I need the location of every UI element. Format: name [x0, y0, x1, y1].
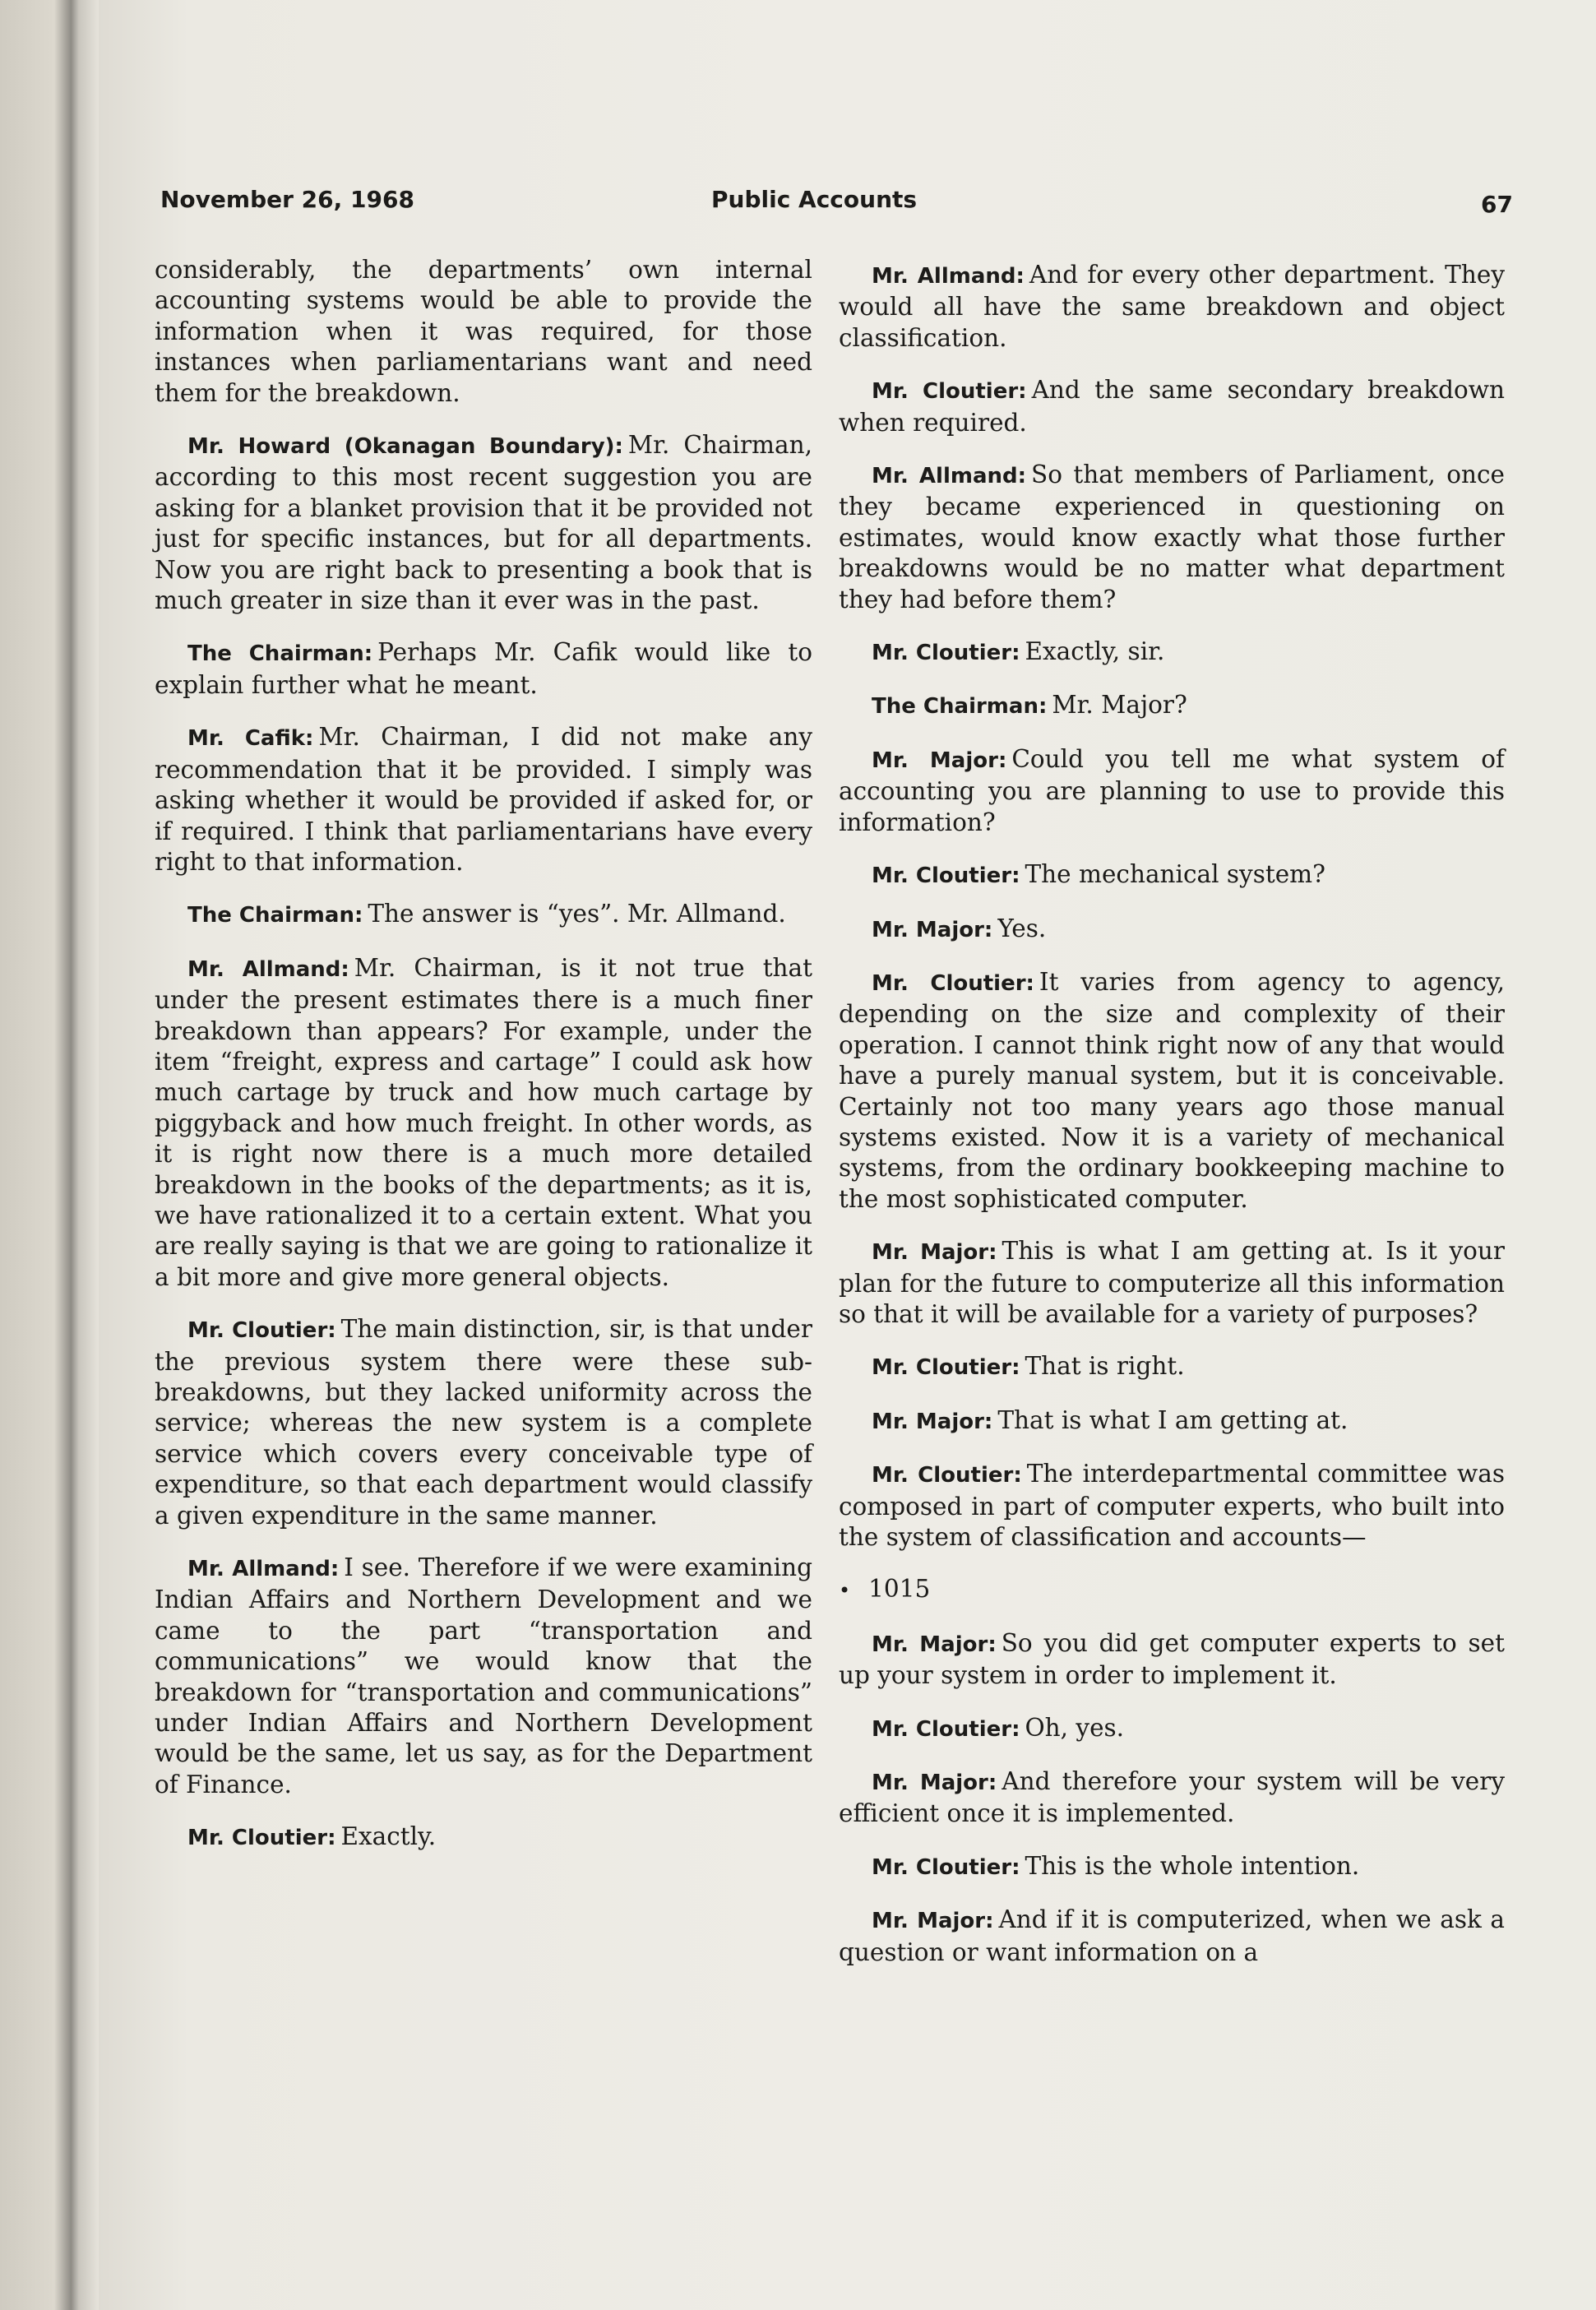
speech-paragraph: [155, 637, 812, 701]
speaker-name: Mr. Allmand:: [872, 464, 1027, 489]
speech-paragraph: [839, 637, 1505, 669]
speech-text: That is what I am getting at.: [997, 1405, 1349, 1434]
right-column: [839, 260, 1505, 1989]
speech-paragraph: [155, 899, 812, 931]
speaker-name: Mr. Cloutier:: [872, 641, 1020, 666]
speech-text: It varies from agency to agency, depending on the size and complexity of their operation. I cannot think right now of any that would have a purely manual system, but it is conceivable. Certainly not too many years ago those manual systems existed. Now it is a variety of mechanical systems, from the ordinary bookkeeping machine to the most sophisticated computer.: [839, 967, 1505, 1213]
speech-paragraph: [839, 859, 1505, 891]
speaker-name: Mr. Howard (Okanagan Boundary):: [187, 434, 623, 460]
speech-paragraph: [155, 430, 812, 616]
speech-text: And therefore your system will be very efficient once it is implemented.: [839, 1767, 1505, 1828]
speech-text: So that members of Parliament, once they became experienced in questioning on estimates, would know exactly what those further breakdowns would be no matter what department they had before them?: [839, 461, 1506, 613]
speech-text: The interdepartmental committee was composed in part of computer experts, who built into the system of classification and accounts—: [839, 1460, 1505, 1551]
speech-text: The main distinction, sir, is that under the previous system there were these sub-breakdowns, but they lacked uniformity across the service; whereas the new system is a complete service which covers every conceivable type of expenditure, so that each department would classify a given expenditure in the same manner.: [155, 1315, 812, 1530]
speech-paragraph: [839, 260, 1505, 354]
speaker-name: Mr. Major:: [872, 1632, 997, 1657]
speaker-name: Mr. Cloutier:: [872, 1854, 1020, 1880]
speech-text: So you did get computer experts to set up your system in order to implement it.: [839, 1628, 1505, 1690]
speech-paragraph: [155, 255, 812, 409]
speaker-name: Mr. Major:: [872, 1409, 993, 1434]
speech-paragraph: [839, 1459, 1505, 1553]
speech-text: And if it is computerized, when we ask a question or want information on a: [839, 1905, 1505, 1966]
speech-paragraph: [839, 1905, 1505, 1968]
speech-paragraph: [839, 914, 1505, 946]
speaker-name: Mr. Major:: [872, 748, 1007, 773]
speech-paragraph: [839, 375, 1505, 438]
speaker-name: Mr. Cloutier:: [872, 1463, 1022, 1488]
speech-paragraph: [839, 1405, 1505, 1437]
speech-text: Perhaps Mr. Cafik would like to explain further what he meant.: [155, 638, 812, 699]
speaker-name: Mr. Major:: [872, 1909, 994, 1934]
speech-paragraph: [839, 460, 1505, 615]
speaker-name: The Chairman:: [872, 694, 1048, 720]
speech-paragraph: [839, 1236, 1505, 1330]
speech-paragraph: [155, 1314, 812, 1531]
speech-paragraph: [155, 1553, 812, 1800]
page-number: 67: [1481, 191, 1513, 218]
speaker-name: Mr. Cafik:: [187, 726, 314, 752]
speech-text: The mechanical system?: [1025, 860, 1325, 889]
speaker-name: Mr. Cloutier:: [872, 379, 1027, 405]
speech-text: Oh, yes.: [1025, 1713, 1125, 1742]
left-column: [155, 255, 812, 1876]
speech-paragraph: [155, 1822, 812, 1854]
speech-text: And the same secondary breakdown when required.: [839, 376, 1505, 437]
speech-paragraph: [839, 967, 1505, 1215]
speaker-name: Mr. Cloutier:: [872, 863, 1020, 889]
speech-text: Mr. Major?: [1052, 691, 1187, 720]
speech-text: I see. Therefore if we were examining Indian Affairs and Northern Development and we came to the part “transportation and communications” we would know that the breakdown for “transportation and communications” under Indian Affairs and Northern Development would be the same, let us say, as for the Department of Finance.: [155, 1553, 812, 1798]
speaker-name: Mr. Allmand:: [872, 264, 1025, 289]
header-title: Public Accounts: [711, 186, 918, 213]
speech-text: Yes.: [997, 914, 1047, 942]
speech-paragraph: [155, 953, 812, 1293]
speech-text: considerably, the departments’ own internal accounting systems would be able to provide the information when it was required, for those instances when parliamentarians want and need them for the breakdown.: [155, 256, 812, 407]
book-spine-shadow: [0, 0, 99, 2310]
speech-text: Mr. Chairman, is it not true that under the present estimates there is a much finer breakdown than appears? For example, under the item “freight, express and cartage” I could ask how much cartage by truck and how much cartage by piggyback and how much freight. In other words, as it is right now there is a much more detailed breakdown in the books of the departments; as it is, we have rationalized it to a certain extent. What you are really saying is that we are going to rationalize it a bit more and give more general objects.: [155, 953, 812, 1291]
speech-text: This is what I am getting at. Is it your plan for the future to computerize all this information so that it will be available for a variety of purposes?: [839, 1237, 1505, 1328]
speech-paragraph: [839, 1628, 1505, 1692]
speaker-name: Mr. Major:: [872, 1771, 997, 1796]
speech-text: 1015: [868, 1575, 931, 1604]
speaker-name: Mr. Major:: [872, 1240, 997, 1266]
speech-text: And for every other department. They would all have the same breakdown and object classification.: [839, 261, 1505, 352]
speech-paragraph: [839, 744, 1505, 838]
bullet-icon: •: [839, 1579, 851, 1603]
speaker-name: Mr. Cloutier:: [872, 1355, 1020, 1381]
speaker-name: Mr. Cloutier:: [187, 1826, 336, 1851]
speech-paragraph: [839, 1351, 1505, 1383]
header-date: November 26, 1968: [160, 186, 414, 213]
speaker-name: Mr. Cloutier:: [187, 1318, 336, 1344]
page-header: [160, 186, 1513, 219]
speech-text: Exactly, sir.: [1025, 637, 1165, 666]
speech-text: Could you tell me what system of accounting you are planning to use to provide this information?: [839, 744, 1505, 836]
speech-text: That is right.: [1025, 1352, 1185, 1381]
speech-paragraph: [839, 1766, 1505, 1830]
speech-text: The answer is “yes”. Mr. Allmand.: [368, 900, 786, 928]
speech-text: Exactly.: [340, 1822, 437, 1851]
speech-text: Mr. Chairman, I did not make any recommendation that it be provided. I simply was asking whether it would be provided if asked for, or if required. I think that parliamentarians have every right to that information.: [155, 723, 812, 876]
speaker-name: Mr. Major:: [872, 917, 993, 942]
speaker-name: The Chairman:: [187, 641, 373, 667]
speech-text: This is the whole intention.: [1025, 1851, 1360, 1880]
speech-paragraph: [839, 1574, 1505, 1606]
speaker-name: Mr. Cloutier:: [872, 1716, 1020, 1742]
speaker-name: Mr. Allmand:: [187, 1557, 340, 1582]
speech-paragraph: [839, 1713, 1505, 1745]
speaker-name: Mr. Cloutier:: [872, 970, 1034, 996]
speech-paragraph: [155, 722, 812, 877]
speech-text: Mr. Chairman, according to this most recent suggestion you are asking for a blanket provision that it be provided not just for specific instances, but for all departments. Now you are right back to presenting a book that is much greater in size than it ever was in the past.: [155, 431, 812, 615]
speaker-name: The Chairman:: [187, 903, 363, 928]
speech-paragraph: [839, 690, 1505, 722]
speaker-name: Mr. Allmand:: [187, 956, 349, 982]
speech-paragraph: [839, 1851, 1505, 1883]
